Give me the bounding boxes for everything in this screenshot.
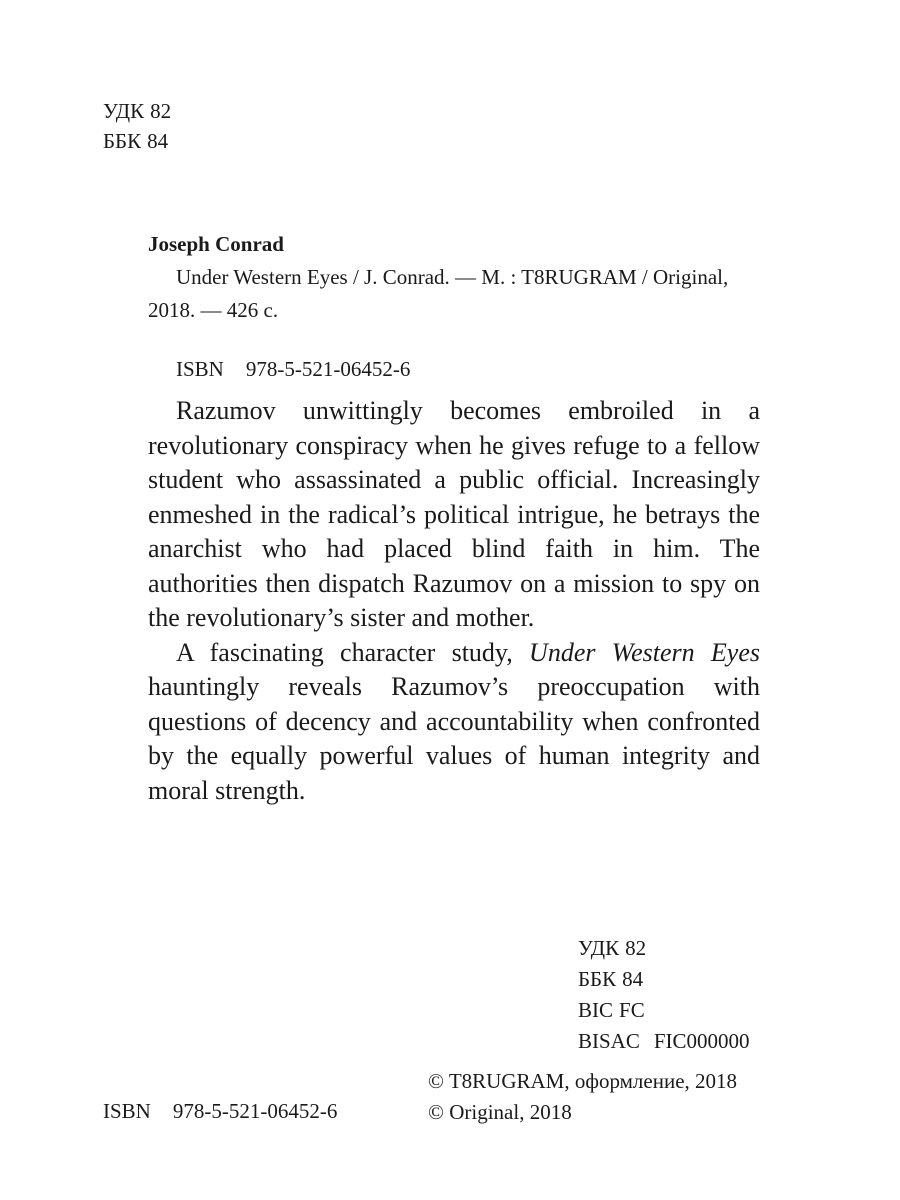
- top-classification-block: [103, 96, 171, 156]
- copyright-line-2: © Original, 2018: [428, 1100, 572, 1124]
- annotation: [148, 394, 760, 808]
- top-bbk-label: ББК: [103, 129, 142, 153]
- copyright-block: [428, 1066, 737, 1128]
- author-name: Joseph Conrad: [148, 232, 284, 256]
- bottom-isbn-number: 978-5-521-06452-6: [172, 1099, 338, 1123]
- description-line-1: Under Western Eyes / J. Conrad. — M. : T8RUGRAM / Original,: [176, 265, 729, 289]
- bottom-bic-row: [578, 995, 750, 1026]
- record-isbn-number: 978-5-521-06452-6: [245, 357, 411, 381]
- book-title-italic: Under Western Eyes: [529, 637, 760, 667]
- top-udk-label: УДК: [103, 99, 145, 123]
- top-bbk-row: [103, 126, 171, 156]
- bibliographic-description: [148, 261, 768, 327]
- bottom-bic-label: BIC: [578, 998, 614, 1022]
- bottom-bisac-label: BISAC: [578, 1029, 640, 1053]
- bottom-classification-block: [578, 933, 750, 1057]
- annotation-paragraph-2-start: A fascinating character study,: [176, 637, 530, 667]
- annotation-paragraph-2: [148, 636, 760, 809]
- annotation-paragraph-2-end: hauntingly reveals Razumov’s preoccupation with questions of decency and accountability when confronted by the equally powerful values of human integrity and moral strength.: [148, 672, 760, 805]
- bottom-bisac-row: [578, 1026, 750, 1057]
- bottom-isbn-label: ISBN: [103, 1099, 151, 1123]
- bottom-isbn: [103, 1096, 337, 1126]
- bottom-bbk-label: ББК: [578, 967, 617, 991]
- bottom-udk-code: 82: [625, 936, 647, 960]
- annotation-paragraph-1: Razumov unwittingly becomes embroiled in a revolutionary conspiracy when he gives refuge to a fellow student who assassinated a public official. Increasingly enmeshed in the radical’s political intrigue, he betrays the anarchist who had placed blind faith in him. The authorities then dispatch Razumov on a mission to spy on the revolutionary’s sister and mother.: [148, 396, 760, 632]
- top-udk-row: [103, 96, 171, 126]
- bottom-bbk-row: [578, 964, 750, 995]
- record-isbn-label: ISBN: [176, 357, 224, 381]
- record-isbn: [148, 353, 768, 386]
- bottom-bic-code: FC: [619, 998, 645, 1022]
- bottom-udk-label: УДК: [578, 936, 620, 960]
- bottom-bbk-code: 84: [622, 967, 644, 991]
- bottom-udk-row: [578, 933, 750, 964]
- copyright-line-1: © T8RUGRAM, оформление, 2018: [428, 1069, 738, 1093]
- bottom-bisac-code: FIC000000: [653, 1029, 750, 1053]
- bibliographic-record: [148, 228, 768, 386]
- description-line-2: 2018. — 426 c.: [148, 298, 279, 322]
- top-udk-code: 82: [150, 99, 172, 123]
- top-bbk-code: 84: [147, 129, 169, 153]
